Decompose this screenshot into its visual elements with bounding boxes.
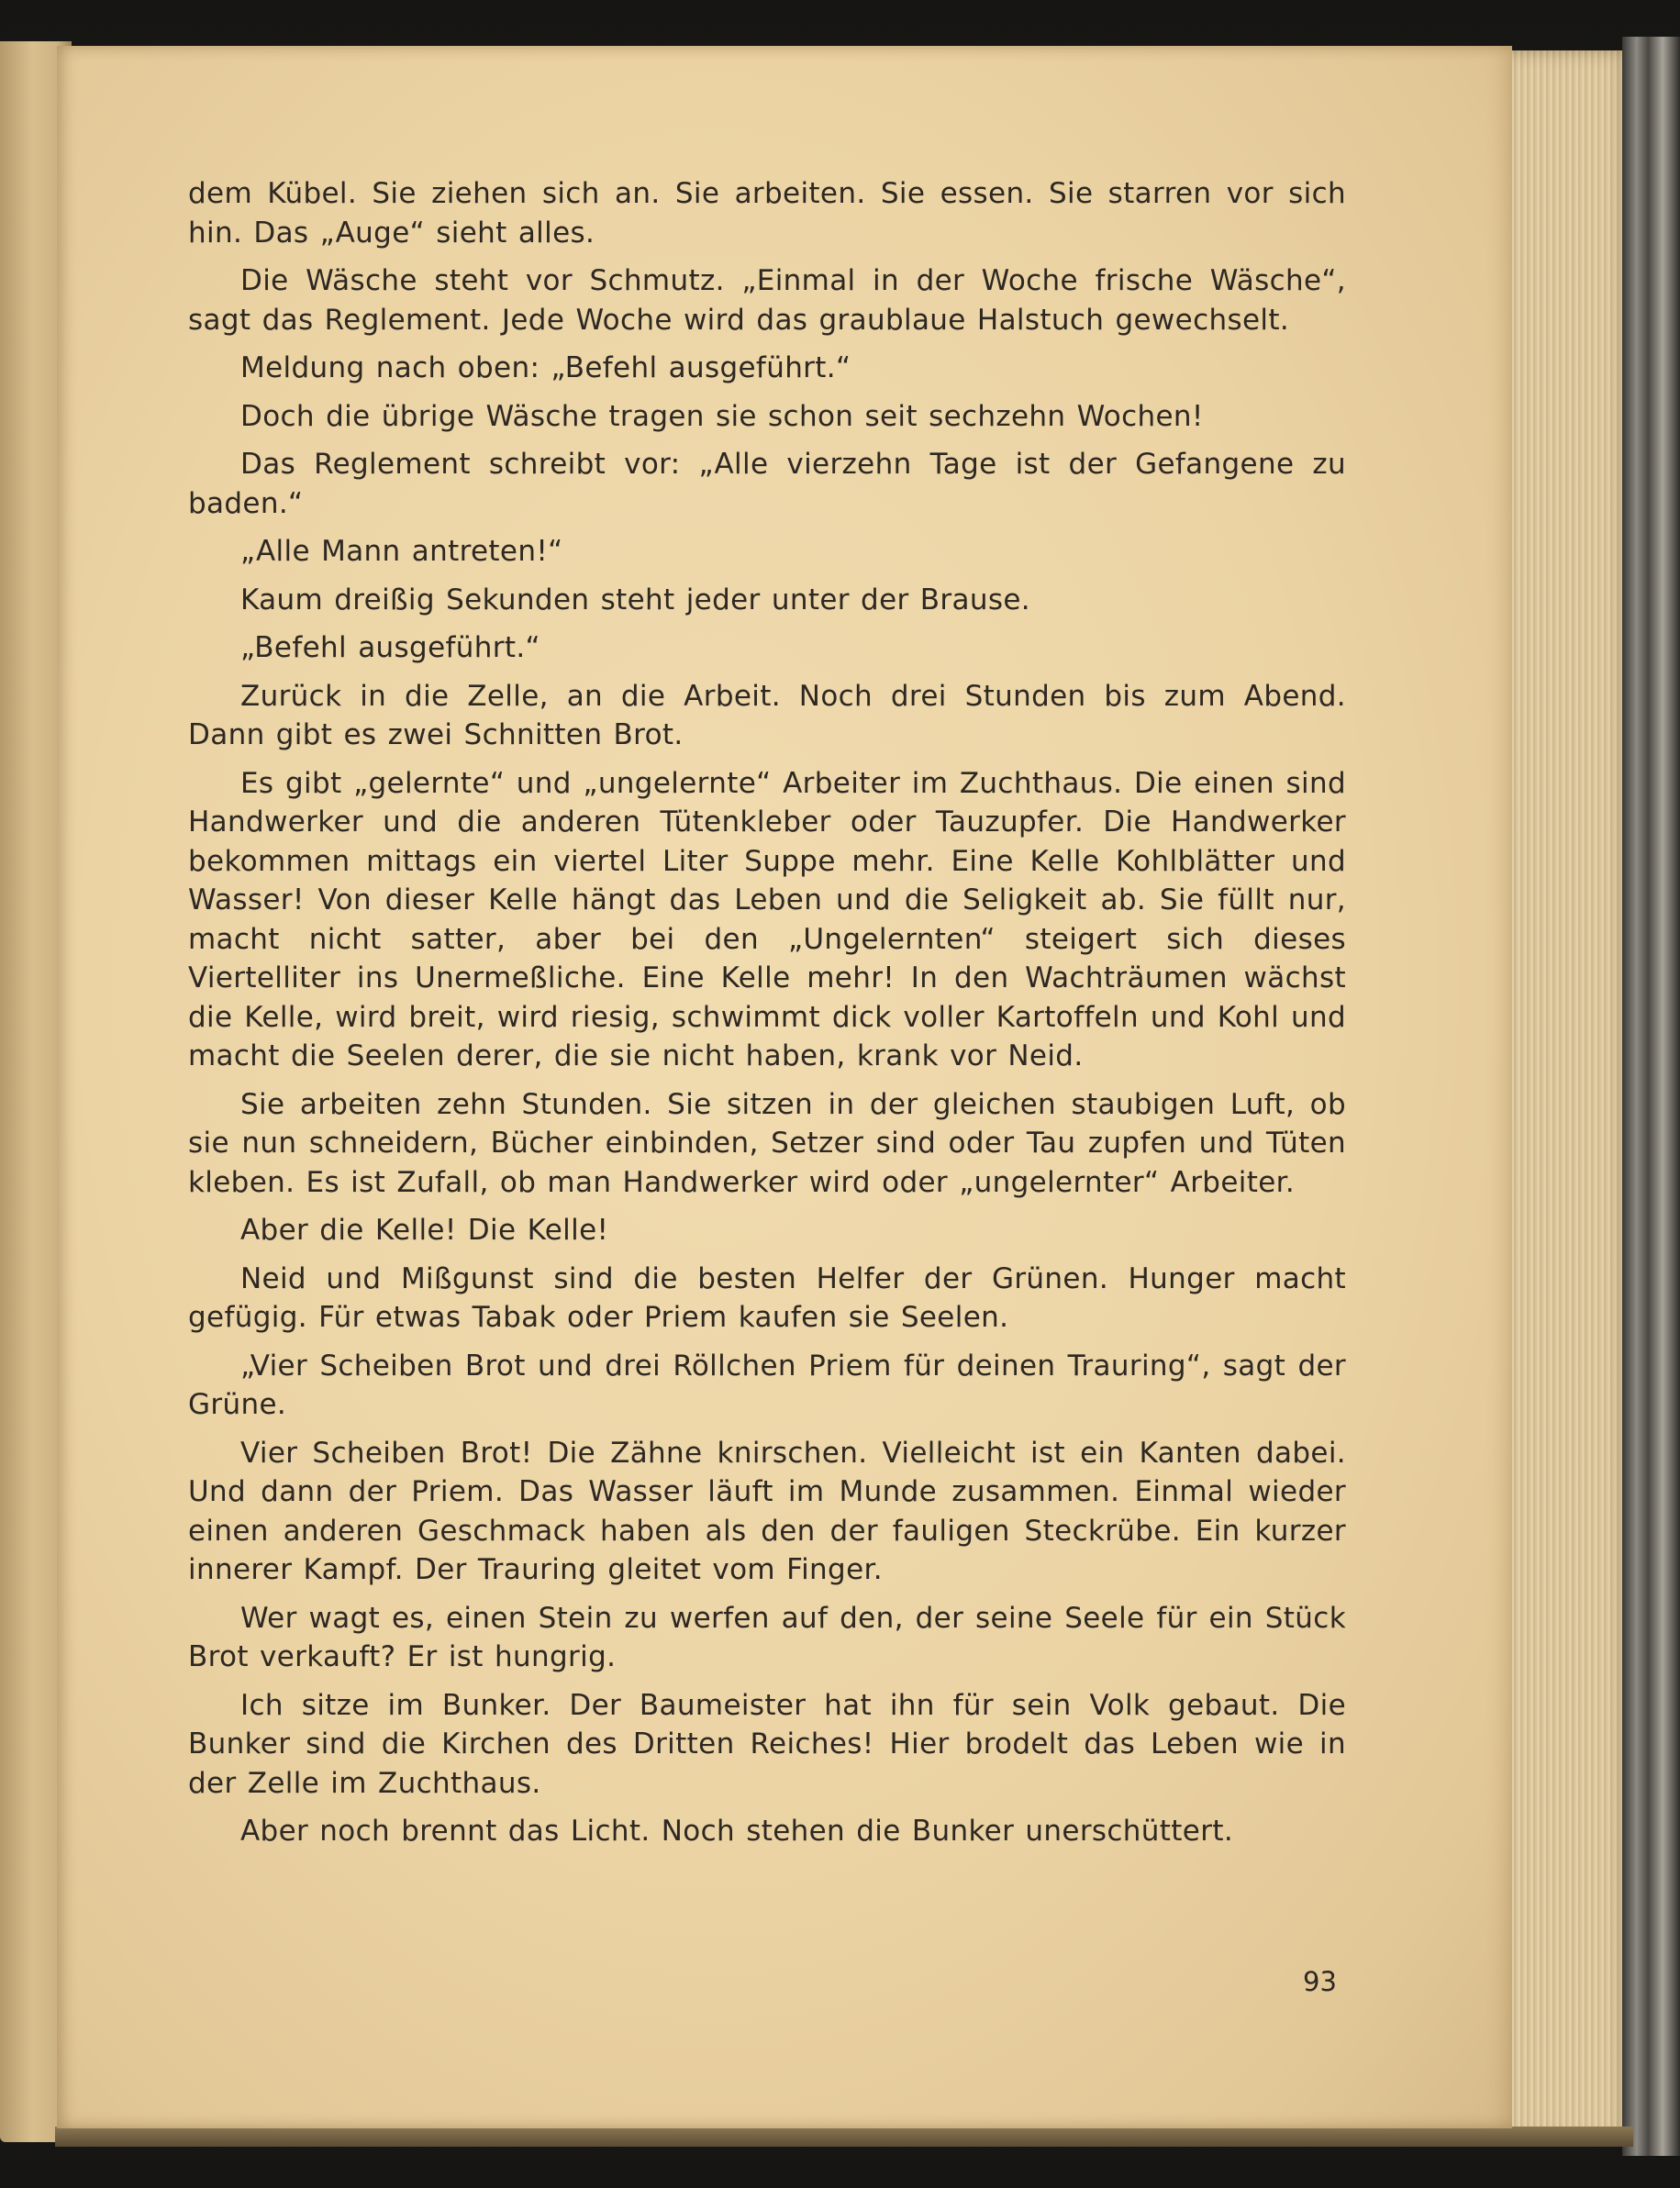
paragraph: Vier Scheiben Brot! Die Zähne knirschen. Vielleicht ist ein Kanten dabei. Und dann der Priem. Das Wasser läuft im Munde zusammen. Einmal wieder einen anderen Geschmack haben als den der fauligen Steckrübe. Ein kurzer innerer Kampf. Der Trauring gleitet vom Finger.	[188, 1436, 1346, 1586]
paragraph: Aber die Kelle! Die Kelle!	[240, 1214, 609, 1247]
paragraph: Es gibt „gelernte“ und „ungelernte“ Arbeiter im Zuchthaus. Die einen sind Handwerker und die anderen Tütenkleber oder Tauzupfer. Die Handwerker bekommen mittags ein viertel Liter Suppe mehr. Eine Kelle Kohlblätter und Wasser! Von dieser Kelle hängt das Leben und die Seligkeit ab. Sie füllt nur, macht nicht satter, aber bei den „Ungelernten“ steigert sich dieses Viertelliter ins Unermeßliche. Eine Kelle mehr! In den Wachträumen wächst die Kelle, wird breit, wird riesig, schwimmt dick voller Kartoffeln und Kohl und macht die Seelen derer, die sie nicht haben, krank vor Neid.	[188, 766, 1346, 1072]
page-body-text	[188, 174, 1346, 1860]
paragraph: Neid und Mißgunst sind die besten Helfer der Grünen. Hunger macht gefügig. Für etwas Tabak oder Priem kaufen sie Seelen.	[188, 1261, 1346, 1334]
marbled-cover-edge	[1622, 37, 1680, 2156]
paragraph: Doch die übrige Wäsche tragen sie schon seit sechzehn Wochen!	[240, 399, 1204, 433]
paragraph: Meldung nach oben: „Befehl ausgeführt.“	[240, 351, 851, 384]
page-stack-edge	[1497, 50, 1624, 2142]
paragraph: „Alle Mann antreten!“	[240, 535, 563, 568]
paragraph: Kaum dreißig Sekunden steht jeder unter der Brause.	[240, 583, 1030, 616]
paragraph: „Vier Scheiben Brot und drei Röllchen Priem für deinen Trauring“, sagt der Grüne.	[188, 1349, 1346, 1421]
paragraph: Aber noch brennt das Licht. Noch stehen die Bunker unerschüttert.	[240, 1815, 1234, 1848]
paragraph: „Befehl ausgeführt.“	[240, 631, 540, 664]
paragraph: Zurück in die Zelle, an die Arbeit. Noch drei Stunden bis zum Abend. Dann gibt es zwei Schnitten Brot.	[188, 679, 1346, 751]
paragraph: Die Wäsche steht vor Schmutz. „Einmal in der Woche frische Wäsche“, sagt das Reglement. Jede Woche wird das graublaue Halstuch gewechselt.	[188, 264, 1346, 337]
paragraph: Ich sitze im Bunker. Der Baumeister hat ihn für sein Volk gebaut. Die Bunker sind die Kirchen des Dritten Reiches! Hier brodelt das Leben wie in der Zelle im Zuchthaus.	[188, 1688, 1346, 1800]
paragraph: Das Reglement schreibt vor: „Alle vierzehn Tage ist der Gefangene zu baden.“	[188, 448, 1346, 520]
paragraph: Sie arbeiten zehn Stunden. Sie sitzen in der gleichen staubigen Luft, ob sie nun schneidern, Bücher einbinden, Setzer sind oder Tau zupfen und Tüten kleben. Es ist Zufall, ob man Handwerker wird oder „ungelernter“ Arbeiter.	[188, 1087, 1346, 1199]
bottom-cover-edge	[55, 2127, 1633, 2147]
page-number: 93	[1303, 1966, 1337, 1997]
paragraph: Wer wagt es, einen Stein zu werfen auf den, der seine Seele für ein Stück Brot verkauft? Er ist hungrig.	[188, 1601, 1346, 1673]
paragraph: dem Kübel. Sie ziehen sich an. Sie arbeiten. Sie essen. Sie starren vor sich hin. Das „Auge“ sieht alles.	[188, 177, 1346, 250]
